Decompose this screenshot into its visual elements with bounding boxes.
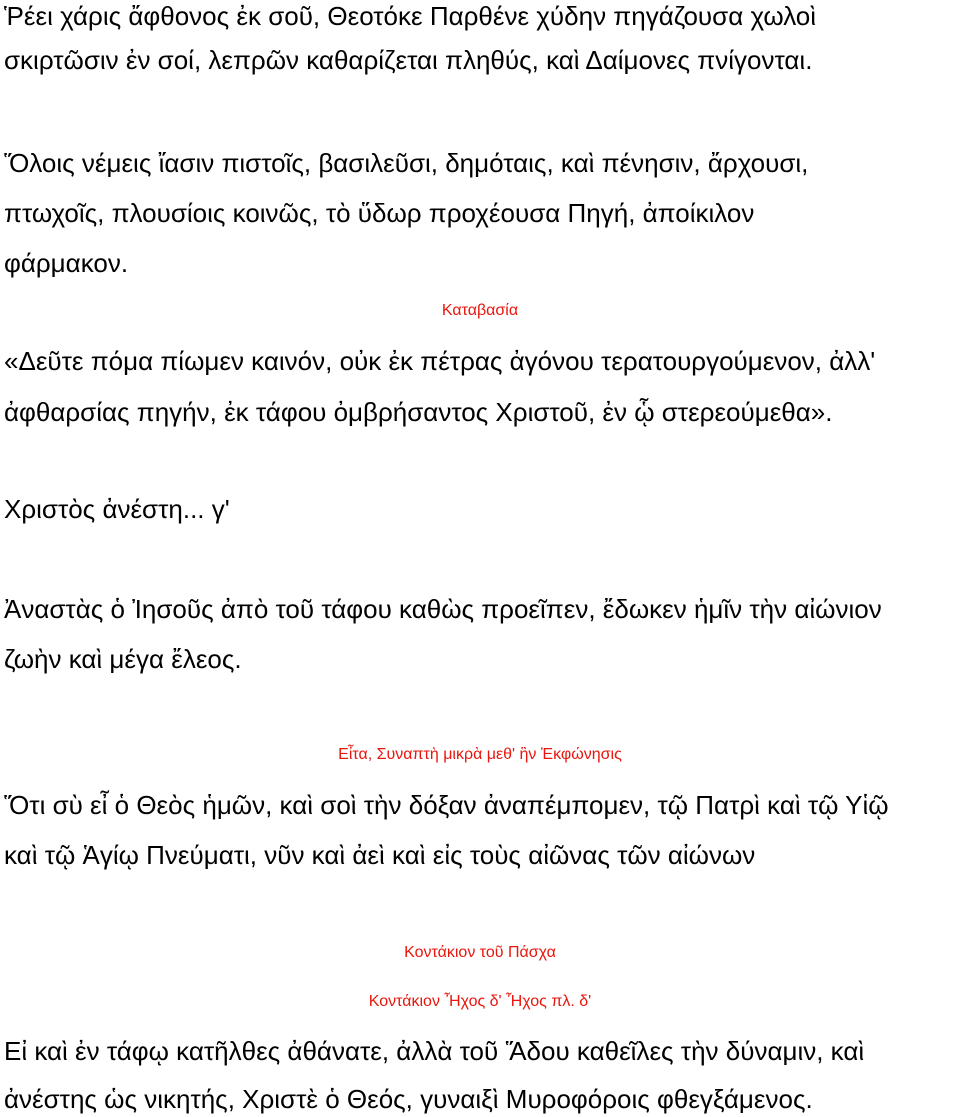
anastas-line1: Ἀναστὰς ὁ Ἰησοῦς ἀπὸ τοῦ τάφου καθὼς προεῖπεν, ἔδωκεν ἡμῖν τὴν αἰώνιον: [4, 594, 882, 624]
para1-line1: Ῥέει χάρις ἄφθονος ἐκ σοῦ, Θεοτόκε Παρθένε χύδην πηγάζουσα χωλοὶ: [4, 1, 817, 31]
para2-line1: Ὅλοις νέμεις ἴασιν πιστοῖς, βασιλεῦσι, δημόταις, καὶ πένησιν, ἄρχουσι,: [4, 148, 809, 178]
para2-line3: φάρμακον.: [4, 248, 129, 278]
katavasia-line1: «Δεῦτε πόμα πίωμεν καινόν, οὐκ ἐκ πέτρας ἀγόνου τερατουργούμενον, ἀλλ': [4, 346, 876, 376]
para2-line2: πτωχοῖς, πλουσίοις κοινῶς, τὸ ὕδωρ προχέουσα Πηγή, ἀποίκιλον: [4, 198, 755, 228]
kontakion-line2: ἀνέστης ὡς νικητής, Χριστὲ ὁ Θεός, γυναιξὶ Μυροφόροις φθεγξάμενος.: [4, 1084, 813, 1114]
ekfonisis-line2: καὶ τῷ Ἁγίῳ Πνεύματι, νῦν καὶ ἀεὶ καὶ εἰς τοὺς αἰῶνας τῶν αἰώνων: [4, 840, 756, 870]
ekfonisis-line1: Ὅτι σὺ εἶ ὁ Θεὸς ἡμῶν, καὶ σοὶ τὴν δόξαν ἀναπέμπομεν, τῷ Πατρὶ καὶ τῷ Υἱῷ: [4, 790, 889, 820]
para1-line2: σκιρτῶσιν ἐν σοί, λεπρῶν καθαρίζεται πληθύς, καὶ Δαίμονες πνίγονται.: [4, 45, 813, 75]
kontakion-line1: Εἰ καὶ ἐν τάφῳ κατῆλθες ἀθάνατε, ἀλλὰ τοῦ Ἅδου καθεῖλες τὴν δύναμιν, καὶ: [4, 1036, 865, 1066]
synapti-heading: Εἶτα, Συναπτὴ μικρὰ μεθ' ἣν Ἐκφώνησις: [338, 746, 622, 763]
anastas-line2: ζωὴν καὶ μέγα ἔλεος.: [4, 644, 242, 674]
christos-anesti: Χριστὸς ἀνέστη... γ': [4, 494, 230, 524]
katavasia-line2: ἀφθαρσίας πηγήν, ἐκ τάφου ὀμβρήσαντος Χριστοῦ, ἐν ᾧ στερεούμεθα».: [4, 397, 833, 427]
kontakion-title: Κοντάκιον τοῦ Πάσχα: [404, 944, 556, 961]
kontakion-tone: Κοντάκιον Ἦχος δ' Ἦχος πλ. δ': [368, 993, 592, 1010]
katavasia-heading: Καταβασία: [441, 302, 519, 319]
